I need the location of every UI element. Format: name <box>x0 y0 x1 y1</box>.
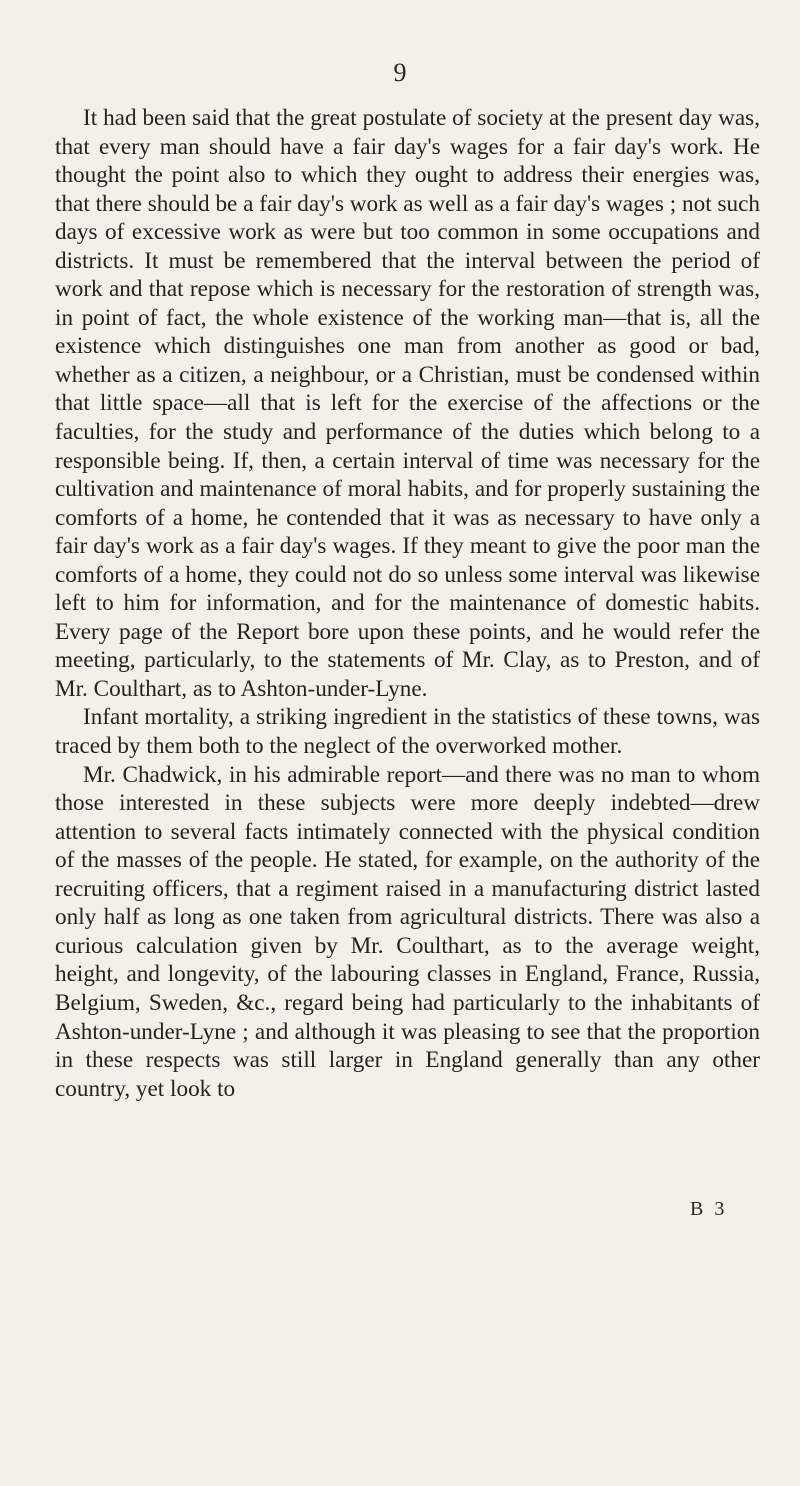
body-text <box>55 104 760 1103</box>
paragraph: Mr. Chadwick, in his admirable report—and there was no man to whom those interested in these subjects were more deeply indebted—drew attention to several facts intimately connected with the physical condition of the masses of the people. He stated, for example, on the authority of the recruiting officers, that a regiment raised in a manufacturing district lasted only half as long as one taken from agricultural districts. There was also a curious calculation given by Mr. Coulthart, as to the average weight, height, and longevity, of the labouring classes in England, France, Russia, Belgium, Sweden, &c., regard being had particularly to the inhabitants of Ashton-under-Lyne ; and although it was pleasing to see that the proportion in these respects was still larger in England generally than any other country, yet look to <box>55 761 760 1102</box>
paragraph: It had been said that the great postulate of society at the present day was, that every man should have a fair day's wages for a fair day's work. He thought the point also to which they ought to address their energies was, that there should be a fair day's work as well as a fair day's wages ; not such days of excessive work as were but too common in some occupations and districts. It must be remembered that the interval between the period of work and that repose which is necessary for the restoration of strength was, in point of fact, the whole existence of the working man—that is, all the existence which distinguishes one man from another as good or bad, whether as a citizen, a neighbour, or a Christian, must be condensed within that little space—all that is left for the exercise of the affections or the faculties, for the study and performance of the duties which belong to a responsible being. If, then, a certain interval of time was necessary for the cultivation and maintenance of moral habits, and for properly sustaining the comforts of a home, he contended that it was as necessary to have only a fair day's work as a fair day's wages. If they meant to give the poor man the comforts of a home, they could not do so unless some interval was likewise left to him for information, and for the maintenance of domestic habits. Every page of the Report bore upon these points, and he would refer the meeting, particularly, to the statements of Mr. Clay, as to Preston, and of Mr. Coulthart, as to Ashton-under-Lyne. <box>55 105 760 702</box>
signature-mark: B 3 <box>690 1198 728 1220</box>
paragraph: Infant mortality, a striking ingredient in the statistics of these towns, was traced by them both to the neglect of the overworked mother. <box>55 704 760 760</box>
page-number: 9 <box>393 58 407 87</box>
